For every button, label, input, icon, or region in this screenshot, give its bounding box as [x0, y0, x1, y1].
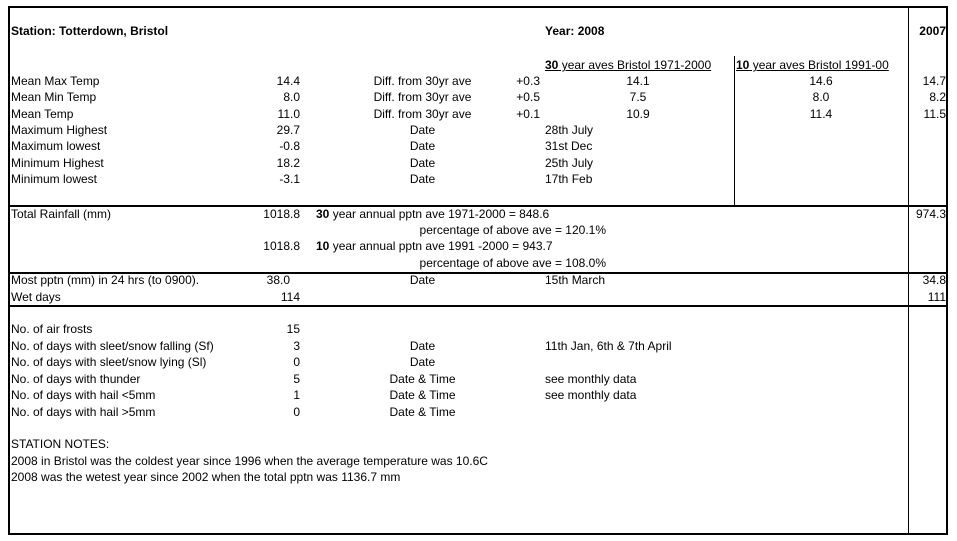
row-diff: +0.5 [516, 90, 540, 104]
rainfall-value-1: 1018.8 [263, 207, 300, 221]
row-label: Mean Max Temp [11, 74, 100, 88]
row-label: No. of days with hail >5mm [11, 405, 156, 419]
row-label: Maximum lowest [11, 139, 101, 153]
row-label: No. of days with sleet/snow lying (Sl) [11, 355, 207, 369]
row-mid: Date & Time [389, 372, 456, 386]
row-date: 15th March [545, 273, 606, 287]
ave30-heading: 30 year aves Bristol 1971-2000 [545, 58, 712, 72]
row-value: 3 [293, 339, 300, 353]
row-value: 11.0 [277, 107, 300, 121]
row-label: Mean Temp [11, 107, 74, 121]
row-label: No. of days with sleet/snow falling (Sf) [11, 339, 214, 353]
notes-heading: STATION NOTES: [11, 437, 110, 451]
row-note: see monthly data [545, 372, 637, 386]
row-mid: Date [409, 156, 436, 170]
divider-counts [10, 305, 946, 307]
station-title: Station: Totterdown, Bristol [11, 24, 169, 38]
row-ave30: 10.9 [626, 107, 650, 121]
row-diff: +0.3 [516, 74, 540, 88]
rainfall-value-2: 1018.8 [263, 239, 300, 253]
row-label: No. of days with thunder [11, 372, 141, 386]
row-date: 31st Dec [545, 139, 593, 153]
row-note: see monthly data [545, 388, 637, 402]
row-prev: 34.8 [922, 273, 946, 287]
rainfall-ave10-line: 10 year annual pptn ave 1991 -2000 = 943.7 [316, 239, 553, 253]
row-label: Wet days [11, 290, 61, 304]
rainfall-percentage-1: percentage of above ave = 120.1% [419, 223, 606, 237]
row-label: Maximum Highest [11, 123, 108, 137]
rainfall-percentage-2: percentage of above ave = 108.0% [419, 256, 606, 270]
divider-10yr [734, 56, 735, 205]
row-ave30: 7.5 [629, 90, 647, 104]
row-mid: Date [409, 172, 436, 186]
row-mid: Diff. from 30yr ave [373, 74, 472, 88]
row-value: 1 [293, 388, 300, 402]
row-value: 15 [286, 322, 300, 336]
row-label: Minimum Highest [11, 156, 104, 170]
row-label: No. of days with hail <5mm [11, 388, 156, 402]
row-value: 5 [293, 372, 300, 386]
row-label: Most pptn (mm) in 24 hrs (to 0900). [11, 273, 200, 287]
row-mid: Date [409, 123, 436, 137]
row-mid: Date [409, 339, 436, 353]
row-value: 8.0 [283, 90, 300, 104]
rainfall-label: Total Rainfall (mm) [11, 207, 112, 221]
row-ave10: 14.6 [809, 74, 833, 88]
row-label: Minimum lowest [11, 172, 98, 186]
row-prev: 11.5 [923, 107, 946, 121]
row-value: 38.0 [266, 273, 290, 287]
rainfall-ave30-line: 30 year annual pptn ave 1971-2000 = 848.6 [316, 207, 550, 221]
row-value: 14.4 [276, 74, 300, 88]
row-value: 114 [280, 290, 300, 304]
row-mid: Date [409, 355, 436, 369]
row-value: -0.8 [279, 139, 300, 153]
row-prev: 14.7 [922, 74, 946, 88]
rainfall-prev: 974.3 [915, 207, 946, 221]
row-date: 28th July [545, 123, 594, 137]
year-title: Year: 2008 [545, 24, 605, 38]
row-mid: Diff. from 30yr ave [373, 107, 472, 121]
row-mid: Date [409, 273, 436, 287]
row-value: 0 [293, 355, 300, 369]
row-ave10: 11.4 [809, 107, 833, 121]
row-value: 29.7 [276, 123, 300, 137]
row-note: 11th Jan, 6th & 7th April [545, 339, 672, 353]
row-prev: 8.2 [929, 90, 946, 104]
notes-line-2: 2008 was the wetest year since 2002 when the total pptn was 1136.7 mm [11, 470, 401, 484]
row-mid: Date & Time [389, 388, 456, 402]
row-mid: Date & Time [389, 405, 456, 419]
row-value: 0 [293, 405, 300, 419]
notes-line-1: 2008 in Bristol was the coldest year since 1996 when the average temperature was 10.6C [11, 454, 488, 468]
row-ave10: 8.0 [812, 90, 830, 104]
ave10-heading: 10 year aves Bristol 1991-00 [736, 58, 889, 72]
row-value: -3.1 [279, 172, 300, 186]
row-mid: Diff. from 30yr ave [373, 90, 472, 104]
prev-year-title: 2007 [919, 24, 946, 38]
row-label: No. of air frosts [11, 322, 93, 336]
row-value: 18.2 [276, 156, 300, 170]
row-prev: 111 [927, 290, 946, 304]
row-diff: +0.1 [516, 107, 540, 121]
row-ave30: 14.1 [626, 74, 650, 88]
row-date: 25th July [545, 156, 594, 170]
row-date: 17th Feb [545, 172, 593, 186]
row-label: Mean Min Temp [11, 90, 97, 104]
row-mid: Date [409, 139, 436, 153]
